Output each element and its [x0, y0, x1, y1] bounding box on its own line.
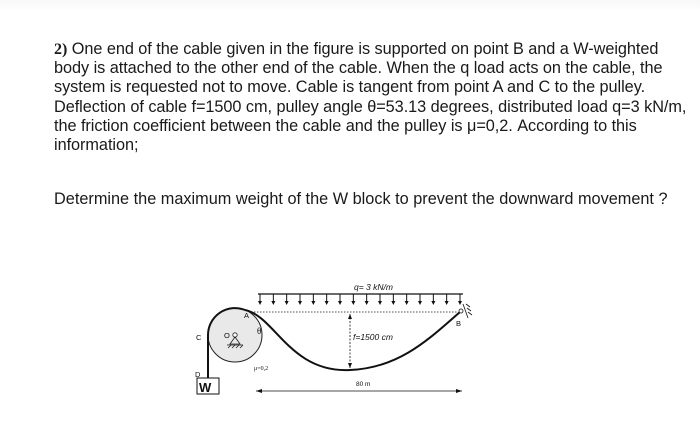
load-arrow-head: [351, 301, 355, 305]
deflection-label: f=1500 cm: [353, 332, 393, 342]
load-arrow-head: [338, 301, 342, 305]
cable-pulley-figure: [180, 278, 480, 402]
load-arrow-head: [391, 301, 395, 305]
load-arrow-head: [258, 301, 262, 305]
load-arrow-head: [311, 301, 315, 305]
load-arrow-head: [445, 301, 449, 305]
load-arrow-head: [298, 301, 302, 305]
label-point-c: C: [196, 333, 202, 342]
load-label: q= 3 kN/m: [354, 282, 393, 292]
span-arrow-right: [456, 389, 462, 393]
support-b: [459, 304, 472, 318]
label-point-a: A: [244, 311, 250, 320]
label-pulley-center: O: [224, 331, 230, 340]
load-arrows: [258, 294, 462, 305]
load-arrow-head: [458, 301, 462, 305]
label-block-w: W: [199, 380, 212, 395]
load-arrow-head: [378, 301, 382, 305]
problem-text: One end of the cable given in the figure is supported on point B and a W-weighted body is attached to the other end of the cable. When the q load acts on the cable, the system is requested not to move. Cable is tangent from point A and C to the pulley. Deflection of cable f=1500 cm, pulley angle θ=53.13 degrees, distributed load q=3 kN/m, the friction coefficient between the cable and the pulley is μ=0,2. According to this information;: [54, 40, 687, 155]
load-arrow-head: [418, 301, 422, 305]
question-text: Determine the maximum weight of the W block to prevent the downward movement ?: [54, 190, 668, 208]
span-label: 80 m: [356, 381, 371, 388]
load-arrow-head: [365, 301, 369, 305]
load-arrow-head: [271, 301, 275, 305]
span-arrow-left: [256, 389, 262, 393]
friction-label: μ=0,2: [254, 366, 269, 372]
deflection-arrow-bottom: [348, 363, 352, 368]
load-arrow-head: [325, 301, 329, 305]
label-point-b: B: [456, 319, 462, 328]
deflection-arrow-top: [348, 314, 352, 319]
problem-number: 2): [54, 41, 68, 58]
load-arrow-head: [285, 301, 289, 305]
load-arrow-head: [431, 301, 435, 305]
label-point-d: D: [195, 370, 201, 379]
problem-statement: [54, 40, 690, 155]
label-angle: θ: [257, 326, 262, 336]
load-arrow-head: [405, 301, 409, 305]
